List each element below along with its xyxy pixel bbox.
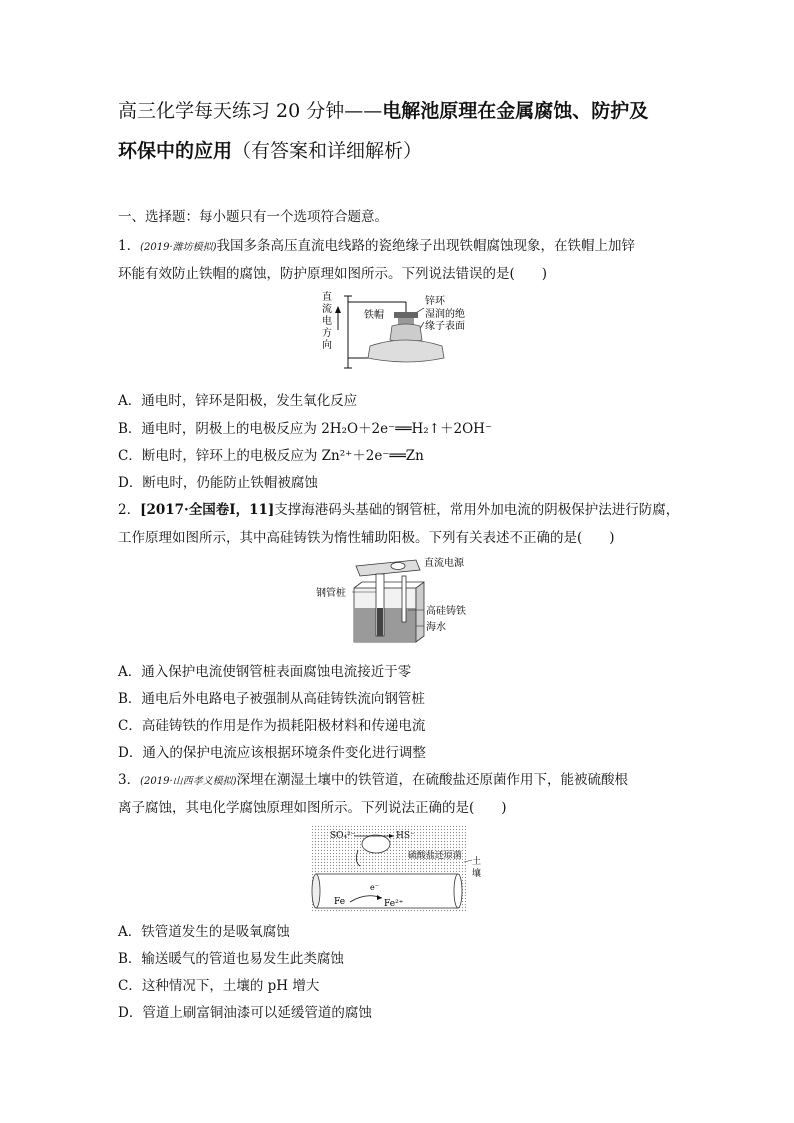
q3-label-fe2: Fe²⁺ (384, 899, 404, 909)
q3-label-bacteria: 硫酸盐还原菌 (408, 851, 463, 861)
q1-stem-line-2: 环能有效防止铁帽的腐蚀，防护原理如图所示。下列说法错误的是( ) (118, 266, 548, 282)
q3-option-a: A．铁管道发生的是吸氧腐蚀 (118, 924, 290, 940)
q2-label-seawater: 海水 (426, 622, 446, 633)
q2-stem-line-1 (118, 498, 679, 518)
q1-label-direction-5: 向 (322, 340, 332, 351)
title-part2-bold: 环保中的应用 (118, 140, 233, 162)
q3-figure (308, 822, 498, 914)
q3-stem-line-2: 离子腐蚀，其电化学腐蚀原理如图所示。下列说法正确的是( ) (118, 800, 507, 816)
q2-silicon-iron-rod (402, 576, 406, 622)
q3-option-b: B．输送暖气的管道也易发生此类腐蚀 (118, 951, 344, 967)
q2-option-b: B．通电后外电路电子被强制从高硅铸铁流向钢管桩 (118, 691, 425, 707)
q1-zinc-ring-shape (394, 312, 418, 318)
page-title-line-2 (118, 132, 698, 170)
q3-label-hs: HS⁻ (396, 831, 415, 841)
q2-number: 2． (118, 502, 141, 518)
title-part1-normal: 高三化学每天练习 20 分钟—— (118, 100, 383, 122)
q1-insulator-body (390, 324, 422, 342)
q1-stem-line-1 (118, 234, 635, 254)
q1-arrow-head (335, 306, 341, 313)
q1-label-direction-3: 电 (322, 316, 332, 327)
q3-label-soil-1: 土 (472, 857, 482, 867)
q2-label-silicon-iron: 高硅铸铁 (426, 606, 466, 617)
q1-label-direction-2: 流 (322, 304, 332, 315)
q1-label-direction-4: 方 (322, 328, 332, 339)
q2-label-power: 直流电源 (424, 558, 464, 569)
q3-label-sulfate: SO₄²⁻ (330, 831, 356, 841)
q1-option-a: A．通电时，锌环是阳极，发生氧化反应 (118, 393, 358, 409)
q3-source: (2019·山西孝义模拟) (140, 776, 237, 787)
q1-source: (2019·潍坊模拟) (140, 242, 217, 253)
q2-source: [2017·全国卷Ⅰ，11] (140, 502, 275, 518)
q2-stem-line-2: 工作原理如图所示，其中高硅铸铁为惰性辅助阳极。下列有关表述不正确的是( ) (118, 530, 615, 546)
q1-label-zinc-ring: 锌环 (425, 296, 445, 307)
q1-option-c: C．断电时，锌环上的电极反应为 Zn²⁺＋2e⁻══Zn (118, 448, 424, 464)
q1-label-direction-1: 直 (322, 292, 332, 303)
q2-figure (316, 552, 476, 650)
q3-option-c: C．这种情况下，土壤的 pH 增大 (118, 978, 320, 994)
q1-stem-text-1: 我国多条高压直流电线路的瓷绝缘子出现铁帽腐蚀现象，在铁帽上加锌 (216, 238, 636, 254)
q3-stem-text-1: 深埋在潮湿土壤中的铁管道，在硫酸盐还原菌作用下，能被硫酸根 (236, 772, 629, 788)
q3-number: 3． (118, 772, 141, 788)
q1-figure (310, 286, 490, 378)
q2-stem-text-1: 支撑海港码头基础的钢管桩，常用外加电流的阴极保护法进行防腐， (274, 502, 680, 518)
q2-option-d: D．通入的保护电流应该根据环境条件变化进行调整 (118, 745, 426, 761)
q1-label-iron-cap: 铁帽 (364, 310, 384, 321)
q1-label-wet-surface-1: 湿润的绝 (425, 309, 465, 320)
q3-label-soil-2: 壤 (472, 869, 482, 879)
q3-label-fe: Fe (334, 897, 346, 907)
q2-seawater (354, 608, 416, 642)
q1-option-d: D．断电时，仍能防止铁帽被腐蚀 (118, 475, 318, 491)
section-heading: 一、选择题：每小题只有一个选项符合题意。 (118, 209, 388, 225)
title-part2-normal: （有答案和详细解析） (232, 140, 423, 162)
q1-option-b: B．通电时，阴极上的电极反应为 2H₂O＋2e⁻══H₂↑＋2OH⁻ (118, 421, 493, 437)
q1-insulator-skirt (368, 340, 444, 362)
title-part1-bold: 电解池原理在金属腐蚀、防护及 (382, 100, 649, 122)
q3-option-d: D．管道上刷富铜油漆可以延缓管道的腐蚀 (118, 1005, 372, 1021)
q2-option-c: C．高硅铸铁的作用是作为损耗阳极材料和传递电流 (118, 718, 426, 734)
q2-option-a: A．通入保护电流使钢管桩表面腐蚀电流接近于零 (118, 664, 412, 680)
q3-bacteria-cell (362, 835, 390, 853)
q3-stem-line-1 (118, 768, 628, 788)
q2-power-supply-icon (391, 563, 405, 570)
q2-power-board (356, 560, 420, 576)
q2-label-steel-pile: 钢管桩 (316, 588, 346, 599)
q1-number: 1． (118, 238, 141, 254)
q3-label-electron: e⁻ (370, 883, 379, 892)
q1-label-wet-surface-2: 缘子表面 (425, 321, 465, 332)
page-title-line-1 (118, 92, 698, 130)
